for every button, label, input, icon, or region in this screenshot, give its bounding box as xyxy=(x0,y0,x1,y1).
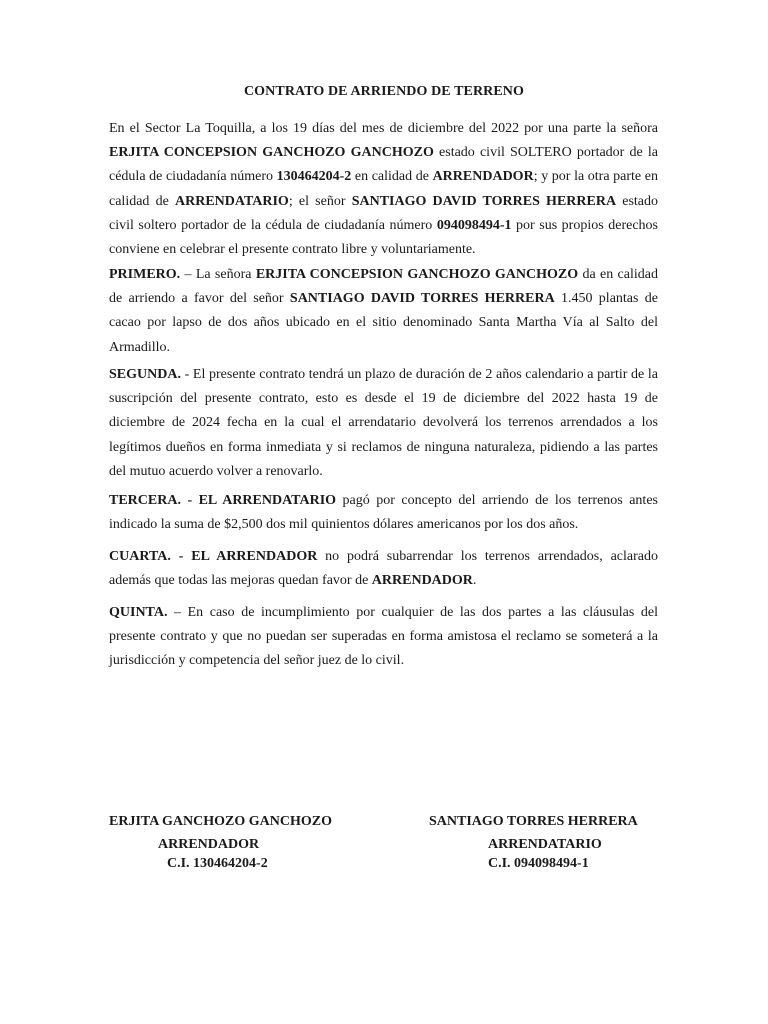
clause-quinta-text: – En caso de incumplimiento por cualquier de las dos partes a las cláusulas del presente contrato y que no puedan ser superadas en forma amistosa el reclamo se someterá a la jurisdicción y competencia del señor juez de lo civil. xyxy=(109,605,658,669)
clause-segunda xyxy=(109,363,658,484)
intro-text-4: ; y por la otra parte en calidad de xyxy=(109,169,658,209)
clause-primero-text-3: 1.450 plantas de cacao por lapso de dos años ubicado en el sitio denominado Santa Martha Vía al Salto del Armadillo. xyxy=(109,291,658,355)
clause-primero-heading: PRIMERO. xyxy=(109,267,181,282)
clause-cuarta-heading: CUARTA. - EL ARRENDADOR xyxy=(109,549,318,564)
clause-quinta xyxy=(109,601,658,674)
signature-left-role: ARRENDADOR xyxy=(158,837,260,852)
intro-lessee-role: ARRENDATARIO xyxy=(175,193,289,209)
clause-segunda-text: - El presente contrato tendrá un plazo de duración de 2 años calendario a partir de la suscripción del presente contrato, esto es desde el 19 de diciembre del 2022 hasta 19 de diciembre de 2024 fecha en la cual el arrendatario devolverá los terrenos arrendados a los legítimos dueños en forma inmediata y si reclamos de ninguna naturaleza, pidiendo a las partes del mutuo acuerdo volver a renovarlo. xyxy=(109,367,658,479)
intro-paragraph xyxy=(109,117,658,262)
clause-tercera xyxy=(109,489,658,537)
intro-lessor-id: 130464204-2 xyxy=(276,169,352,185)
clause-primero-lessee: SANTIAGO DAVID TORRES HERRERA xyxy=(289,291,555,307)
clause-primero-text-1: – La señora xyxy=(180,267,256,282)
clause-tercera-heading: TERCERA. - EL ARRENDATARIO xyxy=(109,493,337,508)
intro-lessee-name: SANTIAGO DAVID TORRES HERRERA xyxy=(351,193,617,209)
clause-primero-lessor: ERJITA CONCEPSION GANCHOZO GANCHOZO xyxy=(255,267,579,282)
clause-primero xyxy=(109,263,658,360)
clause-cuarta-text-1: no podrá subarrendar los terrenos arrendados, aclarado además que todas las mejoras quedan favor de xyxy=(109,549,659,589)
intro-lessee-id: 094098494-1 xyxy=(436,217,512,233)
document-title: CONTRATO DE ARRIENDO DE TERRENO xyxy=(243,84,525,99)
clause-cuarta-text-2: . xyxy=(472,573,477,589)
intro-lessor-role: ARRENDADOR xyxy=(432,169,534,185)
clause-cuarta xyxy=(109,545,658,593)
signature-right-role: ARRENDATARIO xyxy=(488,837,602,852)
signature-left-name: ERJITA GANCHOZO GANCHOZO xyxy=(109,814,332,829)
intro-text-6: estado civil soltero portador de la cédula de ciudadanía número xyxy=(109,193,659,233)
intro-text-2: estado civil SOLTERO portador de la cédula de ciudadanía número xyxy=(109,145,658,185)
clause-quinta-heading: QUINTA. xyxy=(109,605,168,620)
intro-text-3: en calidad de xyxy=(351,169,433,185)
intro-lessor-name: ERJITA CONCEPSION GANCHOZO GANCHOZO xyxy=(109,145,434,161)
intro-text-1: En el Sector La Toquilla, a los 19 días del mes de diciembre del 2022 por una parte la señora xyxy=(109,121,658,136)
clause-cuarta-lessor: ARRENDADOR xyxy=(371,573,473,589)
clause-segunda-heading: SEGUNDA. xyxy=(109,367,181,382)
intro-text-7: por sus propios derechos conviene en celebrar el presente contrato libre y voluntariamente. xyxy=(109,217,658,258)
signature-left-ci: C.I. 130464204-2 xyxy=(167,856,268,871)
intro-text-5: ; el señor xyxy=(288,193,352,209)
signature-right-name: SANTIAGO TORRES HERRERA xyxy=(429,814,638,829)
clause-primero-text-2: da en calidad de arriendo a favor del señor xyxy=(109,267,658,307)
signature-right-ci: C.I. 094098494-1 xyxy=(488,856,589,871)
clause-tercera-text: pagó por concepto del arriendo de los terrenos antes indicado la suma de $2,500 dos mil quinientos dólares americanos por los dos años. xyxy=(109,493,658,533)
